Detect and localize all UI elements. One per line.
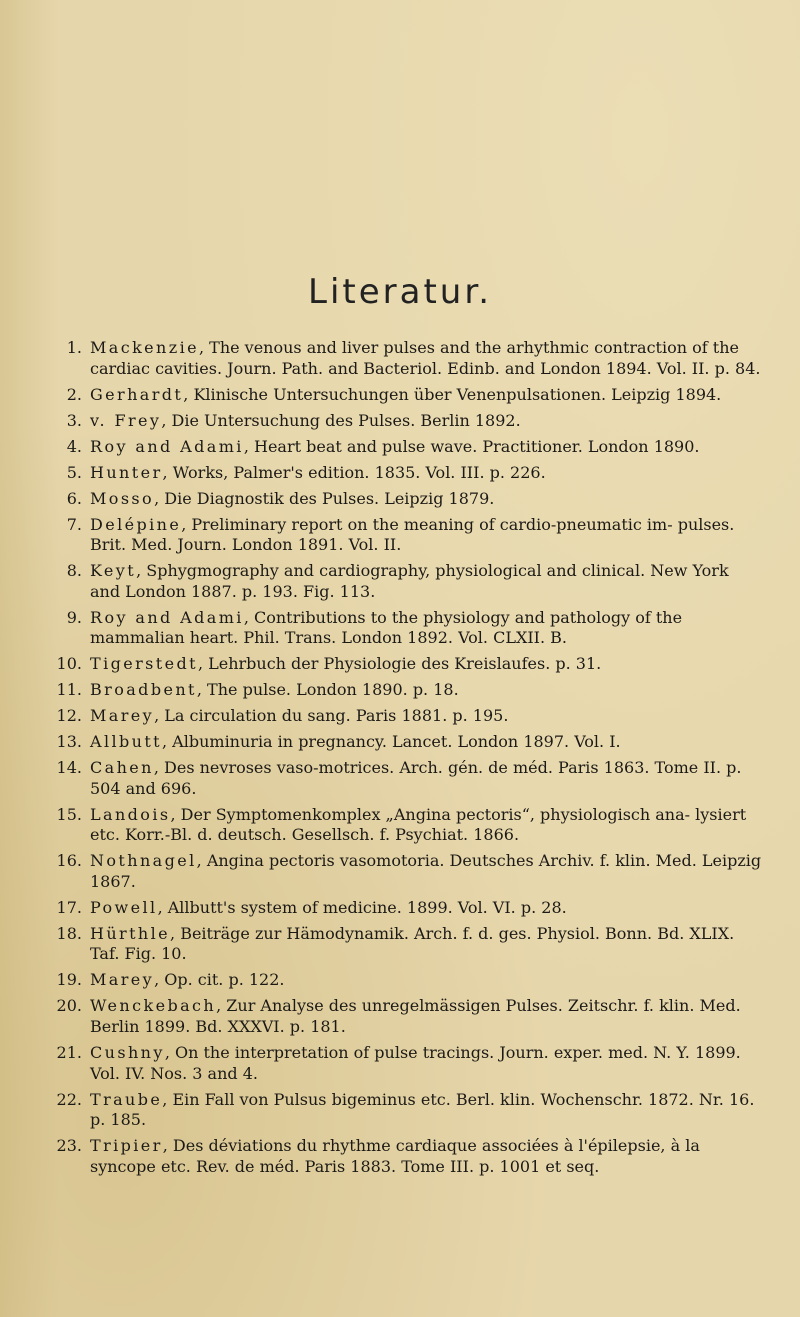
reference-author: Nothnagel [90,851,197,871]
reference-author: Powell [90,897,158,917]
reference-author: Traube [90,1089,163,1109]
reference-number: 9. [66,607,82,627]
reference-item [48,758,763,799]
reference-item [48,385,763,406]
reference-author: Wenckebach [90,996,217,1016]
reference-text: , Heart beat and pulse wave. Practitioner. London 1890. [243,436,700,456]
reference-number: 23. [56,1136,82,1156]
reference-number: 1. [66,338,82,357]
reference-number: 4. [66,436,82,456]
reference-number: 2. [66,384,82,404]
reference-text: , Works, Palmer's edition. 1835. Vol. III. p. 226. [162,462,546,482]
reference-item [48,463,763,484]
reference-item [48,1136,763,1177]
reference-text: , Des nevroses vaso-motrices. Arch. gén. de méd. Paris 1863. Tome II. p. 504 and 696. [90,758,742,798]
reference-text: , Die Untersuchung des Pulses. Berlin 1892. [161,410,521,430]
reference-text: , Zur Analyse des unregelmässigen Pulses. Zeitschr. f. klin. Med. Berlin 1899. Bd. XXXVI. p. 181. [90,996,741,1037]
reference-number: 5. [66,462,82,482]
reference-text: , Contributions to the physiology and pathology of the mammalian heart. Phil. Trans. London 1892. Vol. CLXII. B. [90,607,683,648]
reference-item [48,1090,763,1131]
reference-text: , The venous and liver pulses and the arhythmic contraction of the cardiac cavities. Journ. Path. and Bacteriol. Edinb. and London 1894. Vol. II. p. 84. [90,338,761,378]
reference-author: Cushny [90,1043,165,1063]
reference-text: , La circulation du sang. Paris 1881. p. 195. [154,706,509,726]
reference-number: 3. [66,410,82,430]
reference-text: , Preliminary report on the meaning of cardio-pneumatic im- pulses. Brit. Med. Journ. London 1891. Vol. II. [90,514,735,555]
reference-number: 7. [66,514,82,534]
reference-number: 15. [56,804,82,824]
reference-text: , Die Diagnostik des Pulses. Leipzig 1879. [154,488,495,508]
page-title: Literatur. [308,272,492,312]
reference-text: , On the interpretation of pulse tracings. Journ. exper. med. N. Y. 1899. Vol. IV. Nos. 3 and 4. [90,1043,741,1083]
reference-number: 13. [56,732,82,752]
reference-list [48,338,763,1183]
reference-number: 6. [66,488,82,508]
reference-author: Cahen [90,758,154,778]
reference-author: Hürthle [90,923,171,943]
reference-author: Broadbent [90,680,197,700]
reference-text: , Allbutt's system of medicine. 1899. Vol. VI. p. 28. [157,897,567,917]
reference-number: 19. [56,970,82,990]
reference-item [48,898,763,919]
reference-number: 21. [56,1043,82,1063]
reference-author: Delépine [90,514,182,534]
reference-text: , Angina pectoris vasomotoria. Deutsches Archiv. f. klin. Med. Leipzig 1867. [90,851,762,891]
reference-author: Gerhardt [90,384,184,404]
reference-text: , Lehrbuch der Physiologie des Kreislaufes. p. 31. [197,654,602,674]
reference-text: , Sphygmography and cardiography, physiological and clinical. New York and London 1887. p. 193. Fig. 113. [90,561,729,601]
reference-author: v. Frey [90,410,162,430]
reference-number: 12. [56,706,82,726]
reference-item [48,437,763,458]
reference-number: 17. [56,897,82,917]
reference-number: 8. [66,561,82,581]
reference-author: Keyt [90,561,137,581]
reference-text: , Op. cit. p. 122. [154,970,285,990]
reference-author: Landois [90,804,171,824]
reference-item [48,732,763,753]
reference-item [48,680,763,701]
reference-item [48,515,763,556]
reference-author: Mackenzie [90,338,199,357]
reference-author: Allbutt [90,732,162,752]
reference-item [48,338,763,379]
reference-item [48,924,763,965]
reference-number: 20. [56,996,82,1016]
reference-author: Marey [90,970,155,990]
reference-author: Roy and Adami [90,607,244,627]
reference-item [48,970,763,991]
reference-text: , Albuminuria in pregnancy. Lancet. London 1897. Vol. I. [162,732,621,752]
reference-item [48,654,763,675]
reference-number: 22. [56,1089,82,1109]
reference-number: 10. [56,654,82,674]
reference-number: 11. [56,680,82,700]
reference-item [48,805,763,846]
reference-item [48,1043,763,1084]
reference-text: , The pulse. London 1890. p. 18. [196,680,459,700]
reference-item [48,851,763,892]
reference-item [48,561,763,602]
reference-item [48,706,763,727]
reference-item [48,996,763,1037]
reference-item [48,608,763,649]
reference-item [48,411,763,432]
reference-number: 16. [56,851,82,871]
reference-author: Marey [90,706,155,726]
reference-number: 14. [56,758,82,778]
reference-author: Tripier [90,1136,163,1156]
reference-author: Hunter [90,462,163,482]
reference-author: Mosso [90,488,155,508]
reference-item [48,489,763,510]
reference-text: , Ein Fall von Pulsus bigeminus etc. Berl. klin. Wochenschr. 1872. Nr. 16. p. 185. [90,1089,755,1130]
reference-author: Roy and Adami [90,436,244,456]
reference-text: , Des déviations du rhythme cardiaque associées à l'épilepsie, à la syncope etc. Rev. de méd. Paris 1883. Tome III. p. 1001 et seq. [90,1136,700,1176]
reference-text: , Der Symptomenkomplex „Angina pectoris“, physiologisch ana- lysiert etc. Korr.-Bl. d. deutsch. Gesellsch. f. Psychiat. 1866. [90,804,747,845]
reference-author: Tigerstedt [90,654,198,674]
reference-text: , Beiträge zur Hämodynamik. Arch. f. d. ges. Physiol. Bonn. Bd. XLIX. Taf. Fig. 10. [90,923,735,964]
reference-number: 18. [56,923,82,943]
reference-text: , Klinische Untersuchungen über Venenpulsationen. Leipzig 1894. [183,384,722,404]
